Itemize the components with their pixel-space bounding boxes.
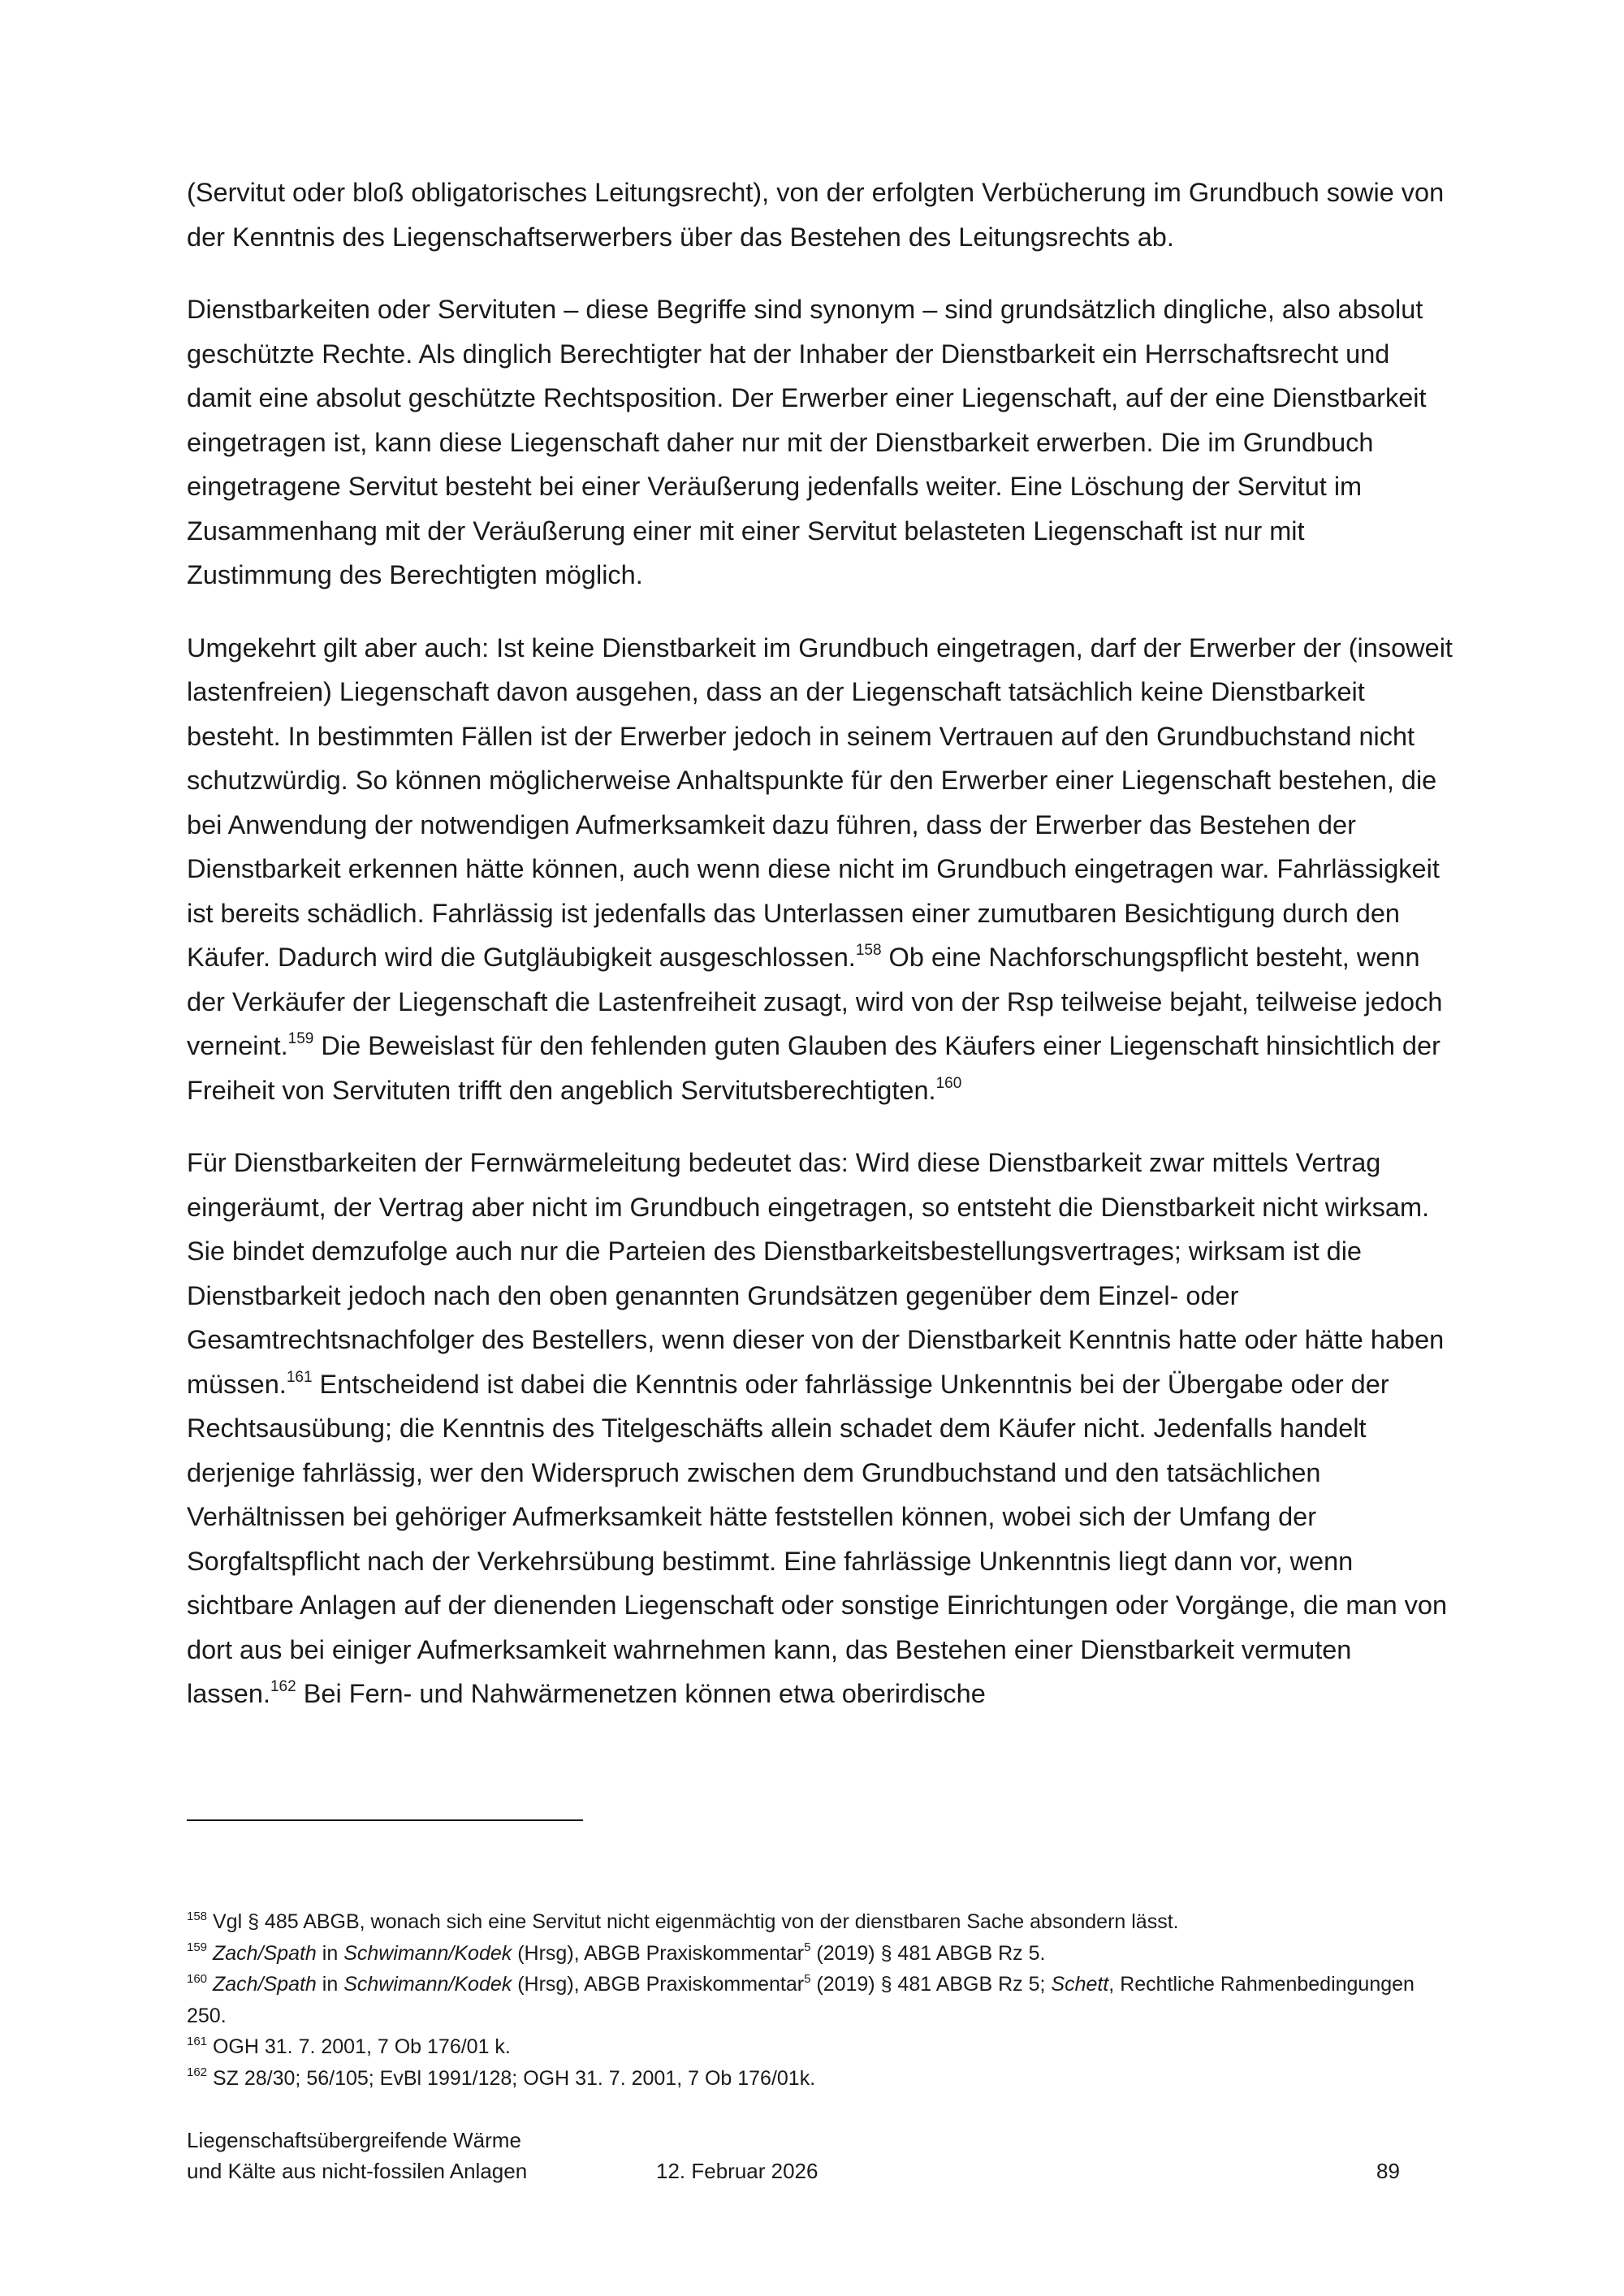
footer-title	[187, 2125, 674, 2186]
footnote-author: Zach/Spath	[212, 1973, 317, 1996]
footer-title-line-2: und Kälte aus nicht-fossilen Anlagen	[187, 2159, 528, 2183]
footnote-edition: 5	[804, 1971, 811, 1986]
footnotes	[187, 1906, 1453, 2094]
footnote-text: OGH 31. 7. 2001, 7 Ob 176/01 k.	[212, 2035, 511, 2058]
footnote-text-2: (2019) § 481 ABGB Rz 5.	[810, 1941, 1046, 1965]
footnote-ref-161[interactable]: 161	[286, 1368, 313, 1386]
footnote-in: in	[316, 1941, 344, 1965]
footnote-161	[187, 2031, 1453, 2063]
footnote-159	[187, 1938, 1453, 1970]
footnote-ref-159[interactable]: 159	[287, 1030, 314, 1048]
paragraph-4-text-a: Für Dienstbarkeiten der Fernwärmeleitung bedeutet das: Wird diese Dienstbarkeit zwar mittels Vertrag eingeräumt, der Vertrag aber nicht im Grundbuch eingetragen, so entsteht die Dienstbarkeit nicht wirksam. Sie bindet demzufolge auch nur die Parteien des Dienstbarkeitsbestellungsvertrages; wirksam ist die Dienstbarkeit jedoch nach den oben genannten Grundsätzen gegenüber dem Einzel- oder Gesamtrechtsnachfolger des Bestellers, wenn dieser von der Dienstbarkeit Kenntnis hatte oder hätte haben müssen.	[187, 1148, 1445, 1399]
footnote-text: (Hrsg), ABGB Praxiskommentar	[512, 1973, 805, 1996]
footnote-number: 160	[187, 1971, 208, 1986]
paragraph-3-text-c: Die Beweislast für den fehlenden guten Glauben des Käufers einer Liegenschaft hinsichtlich der Freiheit von Servituten trifft den angeblich Servitutsberechtigten.	[187, 1031, 1440, 1105]
footnote-ref-162[interactable]: 162	[270, 1678, 296, 1696]
footnote-editors: Schwimann/Kodek	[343, 1941, 512, 1965]
footnote-author-2: Schett	[1051, 1973, 1109, 1996]
paragraph-3-text-a: Umgekehrt gilt aber auch: Ist keine Dienstbarkeit im Grundbuch eingetragen, darf der Erwerber der (insoweit lastenfreien) Liegenschaft davon ausgehen, dass an der Liegenschaft tatsächlich keine Dienstbarkeit besteht. In bestimmten Fällen ist der Erwerber jedoch in seinem Vertrauen auf den Grundbuchstand nicht schutzwürdig. So können möglicherweise Anhaltspunkte für den Erwerber einer Liegenschaft bestehen, die bei Anwendung der notwendigen Aufmerksamkeit dazu führen, dass der Erwerber das Bestehen der Dienstbarkeit erkennen hätte können, auch wenn diese nicht im Grundbuch eingetragen war. Fahrlässigkeit ist bereits schädlich. Fahrlässig ist jedenfalls das Unterlassen einer zumutbaren Besichtigung durch den Käufer. Dadurch wird die Gutgläubigkeit ausgeschlossen.	[187, 632, 1453, 972]
footnote-text: Vgl § 485 ABGB, wonach sich eine Servitut nicht eigenmächtig von der dienstbaren Sache absondern lässt.	[212, 1910, 1179, 1933]
footnote-in: in	[316, 1973, 344, 1996]
footnote-number: 161	[187, 2034, 208, 2048]
page-number: 89	[1376, 2159, 1400, 2183]
footer-title-line-1: Liegenschaftsübergreifende Wärme	[187, 2128, 521, 2152]
paragraph-4	[187, 1141, 1453, 1716]
footnote-ref-160[interactable]: 160	[935, 1074, 962, 1092]
paragraph-3-text-b: Ob eine Nachforschungspflicht besteht, wenn der Verkäufer der Liegenschaft die Lastenfreiheit zusagt, wird von der Rsp teilweise bejaht, teilweise jedoch verneint.	[187, 943, 1443, 1060]
footnote-text: SZ 28/30; 56/105; EvBl 1991/128; OGH 31. 7. 2001, 7 Ob 176/01k.	[212, 2066, 816, 2090]
paragraph-2	[187, 287, 1453, 598]
footer-date: 12. Februar 2026	[656, 2159, 818, 2183]
footnote-editors: Schwimann/Kodek	[343, 1973, 512, 1996]
footnote-160	[187, 1969, 1453, 2031]
paragraph-3	[187, 626, 1453, 1113]
footnote-ref-158[interactable]: 158	[855, 942, 882, 960]
footnote-author: Zach/Spath	[212, 1941, 317, 1965]
footnote-text: (Hrsg), ABGB Praxiskommentar	[512, 1941, 805, 1965]
footnote-number: 162	[187, 2065, 208, 2080]
footnote-number: 159	[187, 1940, 208, 1955]
footnote-text-3: , Rechtliche Rahmenbedingungen 250.	[187, 1973, 1415, 2027]
footnote-number: 158	[187, 1909, 208, 1923]
paragraph-1	[187, 170, 1453, 259]
footnote-158	[187, 1906, 1453, 1938]
paragraph-2-text: Dienstbarkeiten oder Servituten – diese Begriffe sind synonym – sind grundsätzlich dingliche, also absolut geschützte Rechte. Als dinglich Berechtigter hat der Inhaber der Dienstbarkeit ein Herrschaftsrecht und damit eine absolut geschützte Rechtsposition. Der Erwerber einer Liegenschaft, auf der eine Dienstbarkeit eingetragen ist, kann diese Liegenschaft daher nur mit der Dienstbarkeit erwerben. Die im Grundbuch eingetragene Servitut besteht bei einer Veräußerung jedenfalls weiter. Eine Löschung der Servitut im Zusammenhang mit der Veräußerung einer mit einer Servitut belasteten Liegenschaft ist nur mit Zustimmung des Berechtigten möglich.	[187, 295, 1427, 589]
footnote-162	[187, 2063, 1453, 2095]
paragraph-4-text-b: Entscheidend ist dabei die Kenntnis oder fahrlässige Unkenntnis bei der Übergabe oder der Rechtsausübung; die Kenntnis des Titelgeschäfts allein schadet dem Käufer nicht. Jedenfalls handelt derjenige fahrlässig, wer den Widerspruch zwischen dem Grundbuchstand und den tatsächlichen Verhältnissen bei gehöriger Aufmerksamkeit hätte feststellen können, wobei sich der Umfang der Sorgfaltspflicht nach der Verkehrsübung bestimmt. Eine fahrlässige Unkenntnis liegt dann vor, wenn sichtbare Anlagen auf der dienenden Liegenschaft oder sonstige Einrichtungen oder Vorgänge, die man von dort aus bei einiger Aufmerksamkeit wahrnehmen kann, das Bestehen einer Dienstbarkeit vermuten lassen.	[187, 1369, 1448, 1708]
main-text	[187, 170, 1453, 1716]
footnote-edition: 5	[804, 1940, 811, 1955]
paragraph-4-text-c: Bei Fern- und Nahwärmenetzen können etwa oberirdische	[296, 1679, 986, 1708]
footnote-text-2: (2019) § 481 ABGB Rz 5;	[810, 1973, 1052, 1996]
footnote-separator	[187, 1819, 583, 1821]
paragraph-1-text: (Servitut oder bloß obligatorisches Leitungsrecht), von der erfolgten Verbücherung im Grundbuch sowie von der Kenntnis des Liegenschaftserwerbers über das Bestehen des Leitungsrechts ab.	[187, 178, 1445, 252]
